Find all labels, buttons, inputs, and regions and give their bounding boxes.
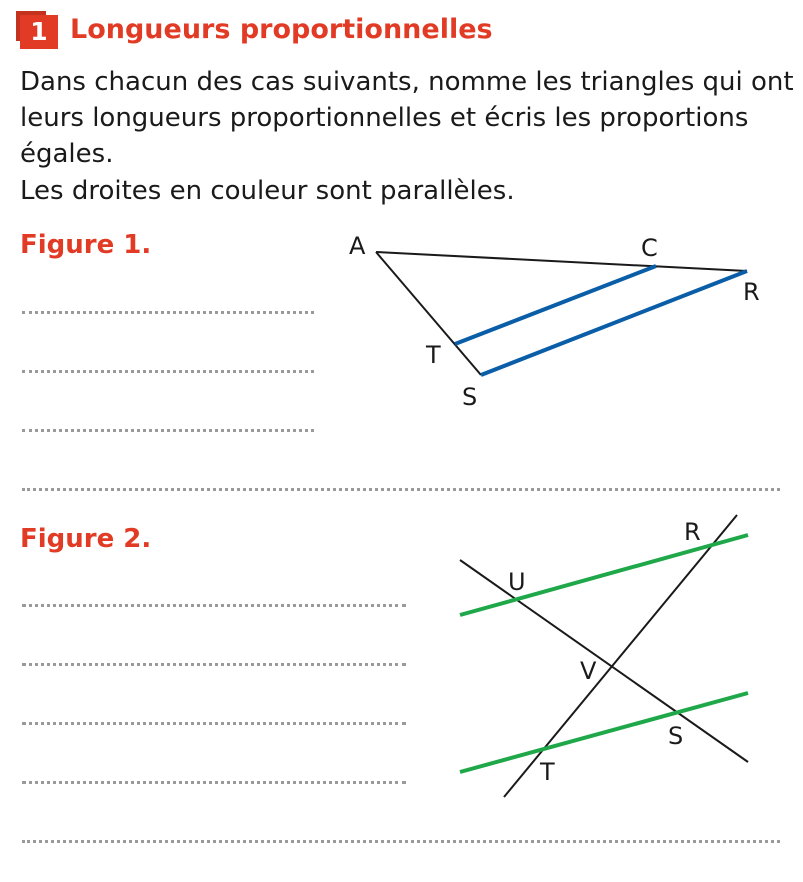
point-label-u: U — [508, 568, 526, 596]
point-label-t: T — [426, 341, 441, 369]
point-label-v: V — [580, 657, 597, 685]
point-label-t: T — [540, 758, 555, 786]
exercise-number-badge: 1 — [20, 15, 58, 49]
point-label-c: C — [641, 234, 658, 262]
exercise-title: Longueurs proportionnelles — [70, 14, 493, 45]
parallel-line-sr — [481, 271, 747, 375]
figure-2-label: Figure 2. — [20, 524, 152, 554]
parallel-line-ur — [460, 535, 748, 615]
point-label-r: R — [743, 278, 760, 306]
parallel-note: Les droites en couleur sont parallèles. — [20, 176, 515, 206]
parallel-line-tc — [455, 266, 656, 344]
point-label-a: A — [349, 232, 366, 260]
figure-1-diagram — [349, 232, 760, 411]
line-rt — [504, 515, 737, 797]
point-label-s: S — [668, 722, 684, 750]
exercise-instructions: Dans chacun des cas suivants, nomme les triangles qui ont leurs longueurs proportionnelles et écris les proportions égales. — [20, 67, 794, 169]
point-label-r: R — [684, 518, 701, 546]
figure-1-label: Figure 1. — [20, 230, 152, 260]
figure-2-diagram — [460, 515, 748, 797]
point-label-s: S — [462, 383, 478, 411]
segment-ar — [376, 252, 747, 271]
